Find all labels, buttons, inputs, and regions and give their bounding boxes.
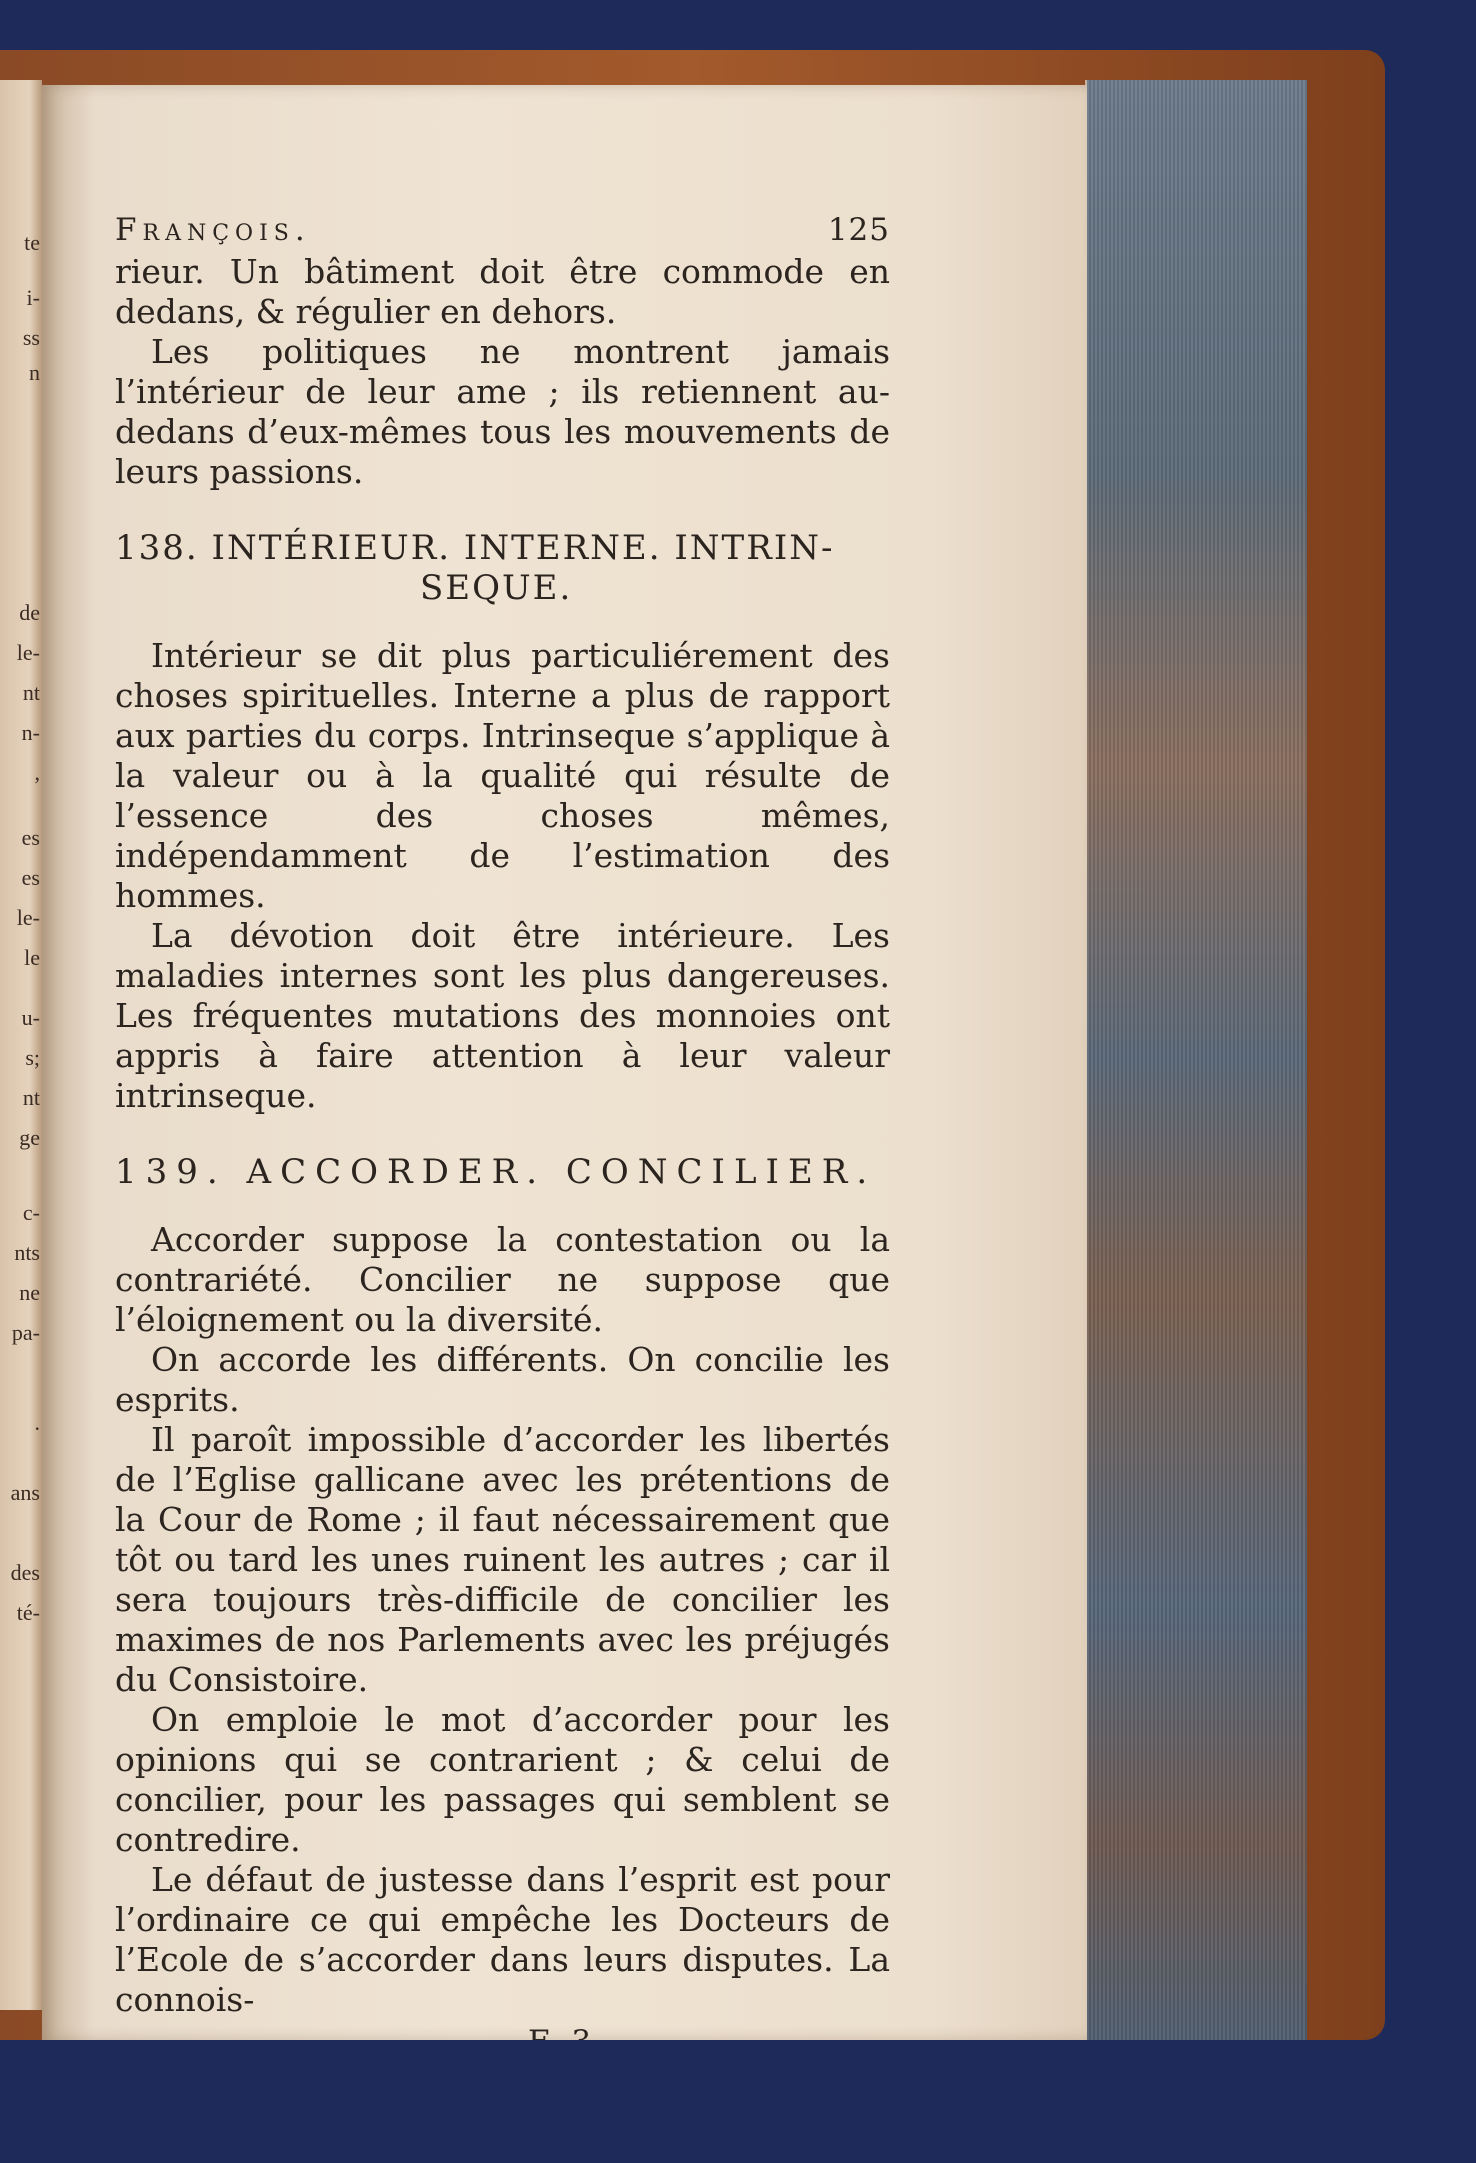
page-number: 125 — [827, 212, 890, 248]
prev-page-fragment: , — [34, 760, 40, 785]
heading-line-1: 138. INTÉRIEUR. INTERNE. INTRIN- — [115, 528, 835, 568]
prev-page-fragment: c- — [22, 1200, 40, 1225]
prev-page-fragment: ne — [19, 1280, 40, 1305]
prev-page-fragment: s; — [25, 1045, 40, 1070]
paragraph: Accorder suppose la contestation ou la contrariété. Concilier ne suppose que l’éloignement ou la diversité. — [115, 1220, 890, 1339]
paragraph: On emploie le mot d’accorder pour les opinions qui se contrarient ; & celui de concilier, pour les passages qui semblent se contredire. — [115, 1700, 890, 1859]
prev-page-fragment: n — [29, 360, 40, 385]
prev-page-fragment: nt — [22, 1085, 40, 1110]
article-139-heading: 139. ACCORDER. CONCILIER. — [115, 1152, 877, 1192]
paragraph: rieur. Un bâtiment doit être commode en dedans, & régulier en dehors. — [115, 252, 890, 331]
paragraph: Les politiques ne montrent jamais l’intérieur de leur ame ; ils retiennent au-dedans d’eux-mêmes tous les mouvements de leurs passions. — [115, 332, 890, 491]
previous-page-edge — [0, 80, 42, 2010]
prev-page-fragment: le — [24, 945, 40, 970]
prev-page-fragment: pa- — [11, 1320, 40, 1345]
prev-page-fragment: es — [21, 825, 40, 850]
background — [0, 2040, 1476, 2163]
prev-page-fragment: té- — [16, 1600, 40, 1625]
paragraph: Intérieur se dit plus particuliérement des choses spirituelles. Interne a plus de rapport aux parties du corps. Intrinseque s’applique à la valeur ou à la qualité qui résulte de l’essence des choses mêmes, indépendamment de l’estimation des hommes. — [115, 636, 890, 915]
running-head-title: François. — [115, 212, 311, 248]
prev-page-fragment: n- — [21, 720, 40, 745]
prev-page-fragment: de — [19, 600, 40, 625]
paragraph: Il paroît impossible d’accorder les libertés de l’Eglise gallicane avec les prétentions de la Cour de Rome ; il faut nécessairement que tôt ou tard les unes ruinent les autres ; car il sera toujours très-difficile de concilier les maximes de nos Parlements avec les préjugés du Consistoire. — [115, 1420, 890, 1699]
prev-page-fragment: ge — [19, 1125, 40, 1150]
article-138-heading — [115, 528, 890, 608]
prev-page-fragment: nts — [14, 1240, 40, 1265]
paragraph: Le défaut de justesse dans l’esprit est pour l’ordinaire ce qui empêche les Docteurs de l’Ecole de s’accorder dans leurs disputes. La connois- — [115, 1860, 890, 2019]
page-text — [115, 210, 890, 2062]
prev-page-fragment: i- — [26, 285, 40, 310]
heading-line-2: SEQUE. — [420, 568, 573, 608]
prev-page-fragment: ans — [10, 1480, 40, 1505]
page-block-edges — [1085, 80, 1307, 2040]
prev-page-fragment: le- — [16, 905, 40, 930]
prev-page-fragment: le- — [16, 640, 40, 665]
prev-page-fragment: te — [24, 230, 40, 255]
prev-page-fragment: ss — [22, 325, 40, 350]
prev-page-fragment: des — [10, 1560, 40, 1585]
prev-page-fragment: . — [34, 1410, 40, 1435]
prev-page-fragment: u- — [21, 1005, 40, 1030]
paragraph: On accorde les différents. On concilie les esprits. — [115, 1340, 890, 1419]
paragraph: La dévotion doit être intérieure. Les maladies internes sont les plus dangereuses. Les fréquentes mutations des monnoies ont appris à faire attention à leur valeur intrinseque. — [115, 916, 890, 1115]
prev-page-fragment: nt — [22, 680, 40, 705]
running-head — [115, 210, 890, 250]
prev-page-fragment: es — [21, 865, 40, 890]
